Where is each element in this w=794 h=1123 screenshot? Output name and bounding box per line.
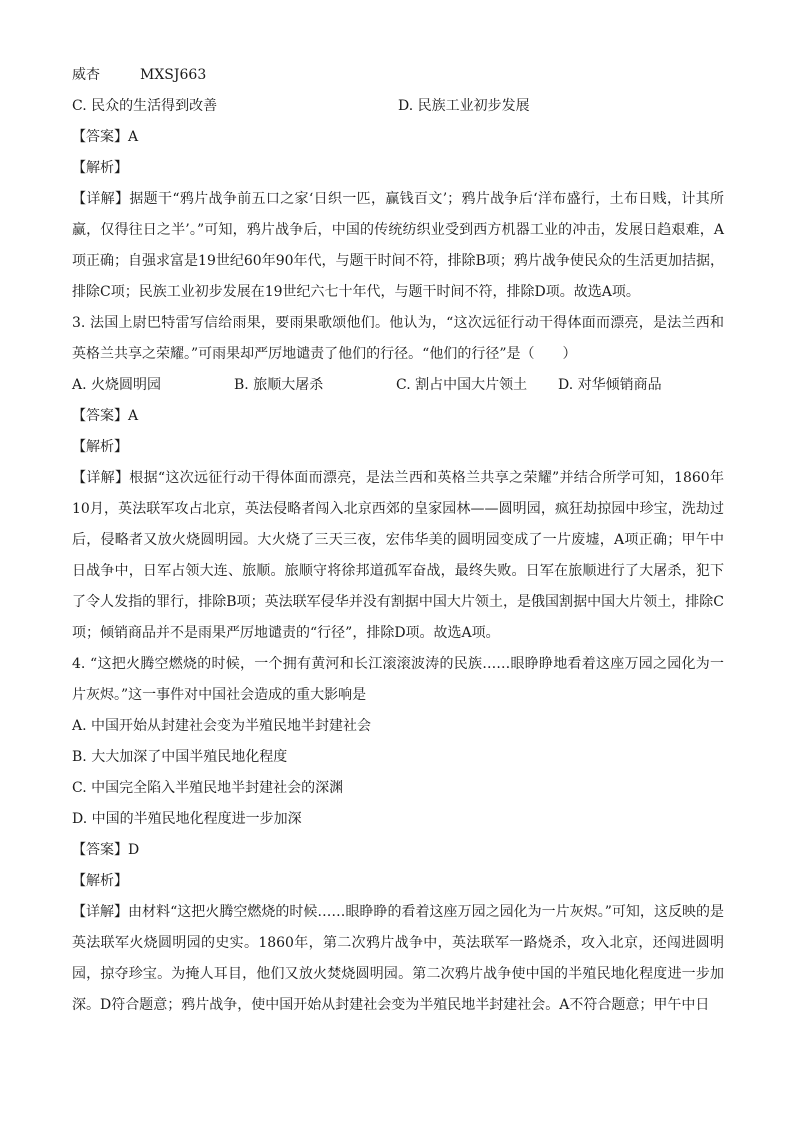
page-header [72,60,724,91]
q2-detail: 【详解】据题干“鸦片战争前五口之家‘日织一匹，赢钱百文’；鸦片战争后‘洋布盛行，土布日贱，计其所赢，仅得往日之半’。”可知，鸦片战争后，中国的传统纺织业受到西方机器工业的冲击，发展日趋艰难，A项正确；自强求富是19世纪60年90年代，与题干时间不符，排除B项；鸦片战争使民众的生活更加拮据，排除C项；民族工业初步发展在19世纪六七十年代，与题干时间不符，排除D项。故选A项。 [72,191,724,300]
q4-option-b: B. 大大加深了中国半殖民地化程度 [72,749,288,765]
q4-option-a: A. 中国开始从封建社会变为半殖民地半封建社会 [72,718,372,734]
q3-option-c: C. 割占中国大片领土 [396,377,528,393]
q3-option-b: B. 旅顺大屠杀 [234,377,324,393]
q4-option-c: C. 中国完全陷入半殖民地半封建社会的深渊 [72,780,344,796]
q2-answer: 【答案】A [72,129,139,145]
q4-stem: 4. “这把火腾空燃烧的时候，一个拥有黄河和长江滚滚波涛的民族……眼睁睁地看着这座万园之园化为一片灰烬。”这一事件对中国社会造成的重大影响是 [72,656,724,703]
q3-stem: 3. 法国上尉巴特雷写信给雨果，要雨果歌颂他们。他认为，“这次远征行动干得体面而漂亮，是法兰西和英格兰共享之荣耀。”可雨果却严厉地谴责了他们的行径。“他们的行径”是（ ） [72,315,724,362]
q3-options [72,370,724,401]
q3-answer: 【答案】A [72,408,139,424]
q3-detail: 【详解】根据“这次远征行动干得体面而漂亮，是法兰西和英格兰共享之荣耀”并结合所学可知，1860年10月，英法联军攻占北京，英法侵略者闯入北京西郊的皇家园林——圆明园，疯狂劫掠园中珍宝，洗劫过后，侵略者又放火烧圆明园。大火烧了三天三夜，宏伟华美的圆明园变成了一片废墟，A项正确；甲午中日战争中，日军占领大连、旅顺。旅顺守将徐邦道孤军奋战，最终失败。日军在旅顺进行了大屠杀，犯下了令人发指的罪行，排除B项；英法联军侵华并没有割据中国大片领土，是俄国割据中国大片领土，排除C项；倾销商品并不是雨果严厉地谴责的“行径”，排除D项。故选A项。 [72,470,724,641]
q4-detail: 【详解】由材料“这把火腾空燃烧的时候……眼睁睁的看着这座万园之园化为一片灰烬。”可知，这反映的是英法联军火烧圆明园的史实。1860年，第二次鸦片战争中，英法联军一路烧杀，攻入北京，还闯进圆明园，掠夺珍宝。为掩人耳目，他们又放火焚烧圆明园。第二次鸦片战争使中国的半殖民地化程度进一步加深。D符合题意；鸦片战争，使中国开始从封建社会变为半殖民地半封建社会。A不符合题意；甲午中日 [72,904,724,1013]
q2-option-c: C. 民众的生活得到改善 [72,98,218,114]
q2-analysis-label: 【解析】 [72,160,128,176]
q2-option-d: D. 民族工业初步发展 [398,98,530,114]
q3-option-a: A. 火烧圆明园 [72,377,162,393]
document-page [72,60,724,1021]
q4-option-d: D. 中国的半殖民地化程度进一步加深 [72,811,302,827]
q4-analysis-label: 【解析】 [72,873,128,889]
q3-analysis-label: 【解析】 [72,439,128,455]
header-code: MXSJ663 [140,67,207,83]
q4-answer: 【答案】D [72,842,140,858]
q3-option-d: D. 对华倾销商品 [558,377,662,393]
header-left-text: 威杏 [72,67,100,83]
q2-options-cd [72,91,724,122]
